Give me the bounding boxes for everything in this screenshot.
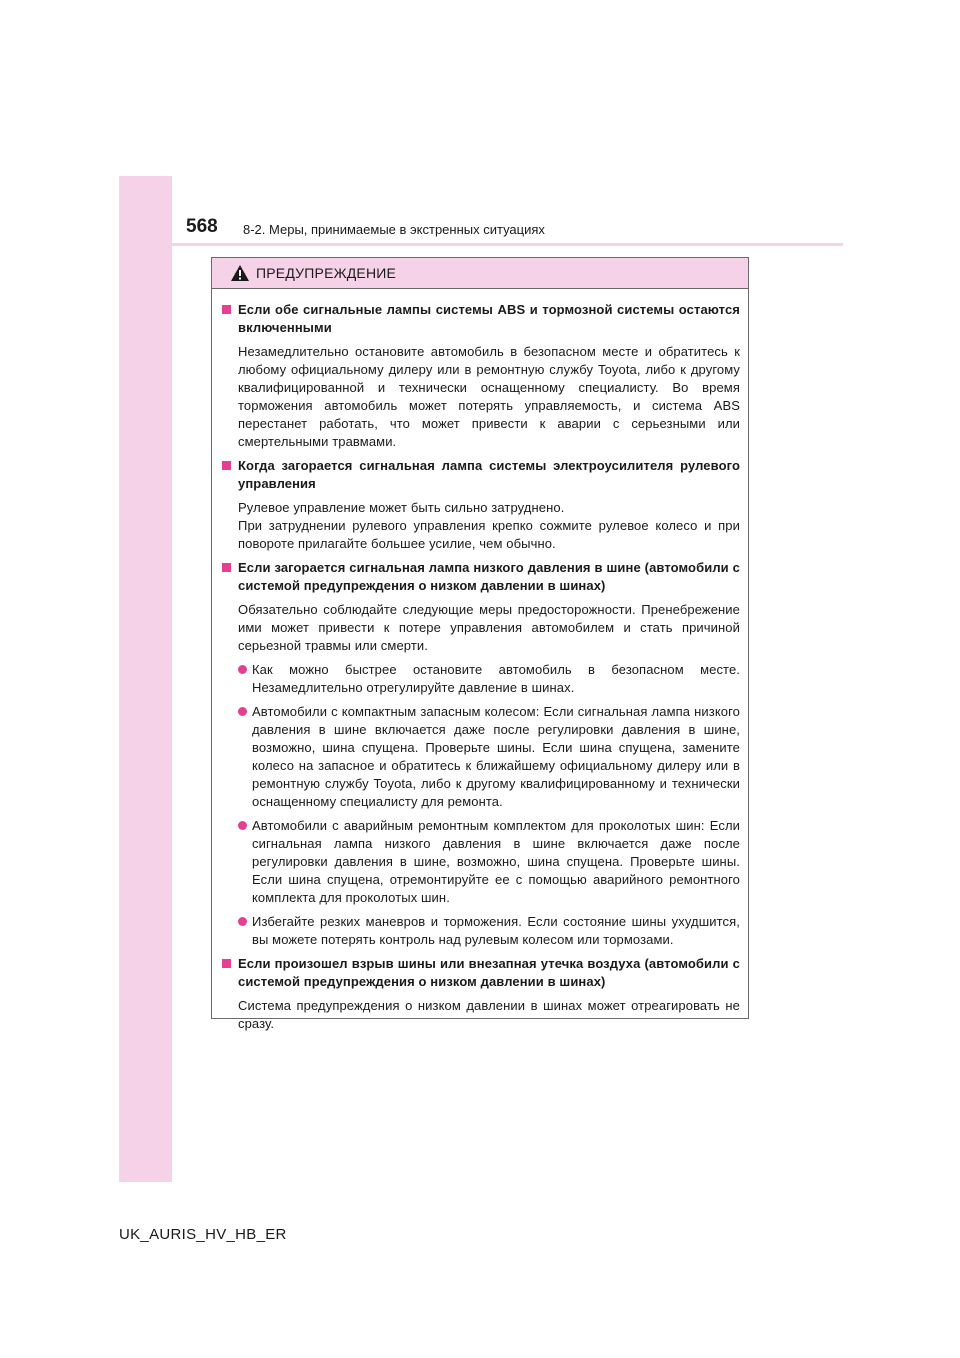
item-paragraph: Обязательно соблюдайте следующие меры предосторожности. Пренебрежение ими может привести к потере управления автомобилем и стать причиной серьезной травмы или смерти. — [238, 602, 740, 653]
list-item — [238, 703, 740, 811]
warning-item — [220, 955, 740, 1033]
list-item — [238, 913, 740, 949]
item-title: Если загорается сигнальная лампа низкого давления в шине (автомобили с системой предупреждения о низком давлении в шинах) — [238, 560, 740, 593]
square-bullet-icon — [222, 959, 231, 968]
square-bullet-icon — [222, 461, 231, 470]
item-title: Когда загорается сигнальная лампа системы электроусилителя рулевого управления — [238, 458, 740, 491]
item-title: Если обе сигнальные лампы системы ABS и тормозной системы остаются включенными — [238, 302, 740, 335]
document-code: UK_AURIS_HV_HB_ER — [119, 1226, 287, 1243]
bullet-text: Избегайте резких маневров и торможения. Если состояние шины ухудшится, вы можете потерять контроль над рулевым колесом или тормозами. — [252, 914, 740, 947]
warning-box — [211, 257, 749, 1031]
page-number: 568 — [186, 216, 218, 237]
bullet-text: Автомобили с аварийным ремонтным комплектом для проколотых шин: Если сигнальная лампа низкого давления в шине включается даже после регулировки давления в шине, возможно, шина спущена. Проверьте шины. Если шина спущена, отремонтируйте ее с помощью аварийного ремонтного комплекта для проколотых шин. — [252, 818, 740, 905]
sidebar-band — [119, 176, 172, 1182]
item-paragraph: При затруднении рулевого управления крепко сожмите рулевое колесо и при повороте прилагайте большее усилие, чем обычно. — [238, 518, 740, 551]
square-bullet-icon — [222, 563, 231, 572]
warning-item — [220, 301, 740, 451]
round-bullet-icon — [238, 665, 247, 674]
round-bullet-icon — [238, 707, 247, 716]
bullet-text: Автомобили с компактным запасным колесом: Если сигнальная лампа низкого давления в шине включается даже после регулировки давления в шине, возможно, шина спущена. Проверьте шины. Если шина спущена, замените колесо на запасное и обратитесь к ближайшему официальному дилеру или в ремонтную службу Toyota, либо к другому квалифицированному и технически оснащенному специалисту для ремонта. — [252, 704, 740, 809]
square-bullet-icon — [222, 305, 231, 314]
round-bullet-icon — [238, 821, 247, 830]
warning-header — [212, 258, 748, 289]
bullet-text: Как можно быстрее остановите автомобиль в безопасном месте. Незамедлительно отрегулируйте давление в шинах. — [252, 662, 740, 695]
item-title: Если произошел взрыв шины или внезапная утечка воздуха (автомобили с системой предупреждения о низком давлении в шинах) — [238, 956, 740, 989]
warning-title: ПРЕДУПРЕЖДЕНИЕ — [256, 265, 397, 281]
warning-item — [220, 457, 740, 553]
list-item — [238, 661, 740, 697]
warning-body — [212, 289, 748, 1033]
warning-triangle-icon — [230, 264, 250, 282]
item-paragraph: Система предупреждения о низком давлении в шинах может отреагировать не сразу. — [238, 998, 740, 1031]
item-paragraph: Рулевое управление может быть сильно затруднено. — [238, 500, 565, 515]
warning-item — [220, 559, 740, 949]
section-title: 8-2. Меры, принимаемые в экстренных ситуациях — [243, 222, 545, 237]
item-paragraph: Незамедлительно остановите автомобиль в безопасном месте и обратитесь к любому официальному дилеру или в ремонтную службу Toyota, либо к другому квалифицированной и технически оснащенному специалисту. Во время торможения автомобиль может потерять управляемость, и система ABS перестанет работать, что может привести к аварии с серьезными или смертельными травмами. — [238, 344, 740, 449]
round-bullet-icon — [238, 917, 247, 926]
list-item — [238, 817, 740, 907]
header-rule — [172, 243, 843, 246]
